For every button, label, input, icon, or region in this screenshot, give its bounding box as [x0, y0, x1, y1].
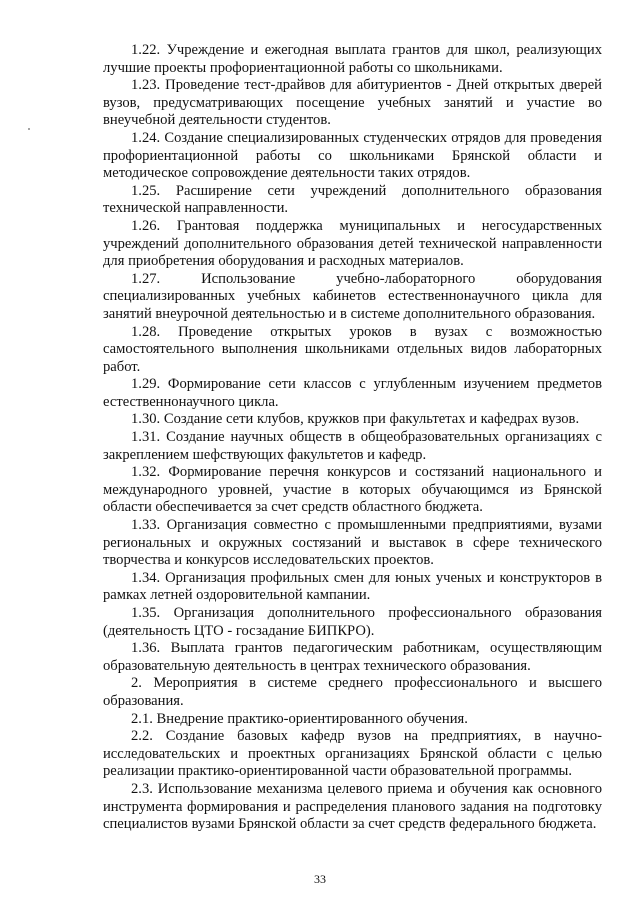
- paragraph: 2.1. Внедрение практико-ориентированного обучения.: [131, 710, 468, 727]
- paragraph: 1.30. Создание сети клубов, кружков при факультетах и кафедрах вузов.: [131, 411, 580, 428]
- paragraph: 1.29. Формирование сети классов с углубленным изучением предметов естественнонаучного цикла.: [103, 376, 602, 410]
- scan-artifact-dot: [28, 128, 30, 130]
- paragraph: 1.25. Расширение сети учреждений дополнительного образования технической направленности.: [103, 182, 602, 217]
- paragraph: 1.34. Организация профильных смен для юных ученых и конструкторов в рамках летней оздоровительной кампании.: [103, 569, 602, 604]
- paragraph: 1.28. Проведение открытых уроков в вузах с возможностью самостоятельного выполнения школьниками отдельных видов лабораторных работ.: [103, 323, 602, 375]
- paragraph: 2. Мероприятия в системе среднего профессионального и высшего образования.: [103, 675, 602, 709]
- page-number: 33: [314, 872, 326, 886]
- paragraph: 1.31. Создание научных обществ в общеобразовательных организациях с закреплением шефствующих факультетов и кафедр.: [103, 429, 602, 463]
- document-body: [103, 42, 602, 834]
- paragraph: 1.22. Учреждение и ежегодная выплата грантов для школ, реализующих лучшие проекты профориентационной работы со школьниками.: [103, 42, 602, 76]
- paragraph: 1.24. Создание специализированных студенческих отрядов для проведения профориентационной работы со школьниками Брянской области и методическое сопровождение деятельности таких отрядов.: [103, 129, 602, 182]
- paragraph: 1.36. Выплата грантов педагогическим работникам, осуществляющим образовательную деятельность в центрах технического образования.: [103, 640, 602, 674]
- paragraph: 2.3. Использование механизма целевого приема и обучения как основного инструмента формирования и распределения планового задания на подготовку специалистов вузами Брянской области за счет средств федерального бюджета.: [103, 780, 602, 833]
- paragraph: 1.23. Проведение тест-драйвов для абитуриентов - Дней открытых дверей вузов, предусматривающих посещение учебных занятий и участие во внеучебной деятельности студентов.: [103, 77, 602, 129]
- paragraph: 1.27. Использование учебно-лабораторного оборудования специализированных учебных кабинетов естественнонаучного цикла для занятий внеурочной деятельностью и в системе дополнительного образования.: [103, 270, 602, 322]
- paragraph: 1.26. Грантовая поддержка муниципальных и негосударственных учреждений дополнительного образования детей технической направленности для приобретения оборудования и расходных материалов.: [103, 217, 602, 270]
- paragraph: 1.33. Организация совместно с промышленными предприятиями, вузами региональных и окружных состязаний и выставок в сфере технического творчества и конкурсов исследовательских проектов.: [103, 517, 602, 569]
- paragraph: 2.2. Создание базовых кафедр вузов на предприятиях, в научно-исследовательских и проектных организациях Брянской области с целью реализации практико-ориентированной части образовательной программы.: [103, 728, 602, 780]
- paragraph: 1.35. Организация дополнительного профессионального образования (деятельность ЦТО - госзадание БИПКРО).: [103, 605, 602, 639]
- paragraph: 1.32. Формирование перечня конкурсов и состязаний национального и международного уровней, участие в которых обучающимся из Брянской области обеспечивается за счет средств областного бюджета.: [103, 464, 602, 516]
